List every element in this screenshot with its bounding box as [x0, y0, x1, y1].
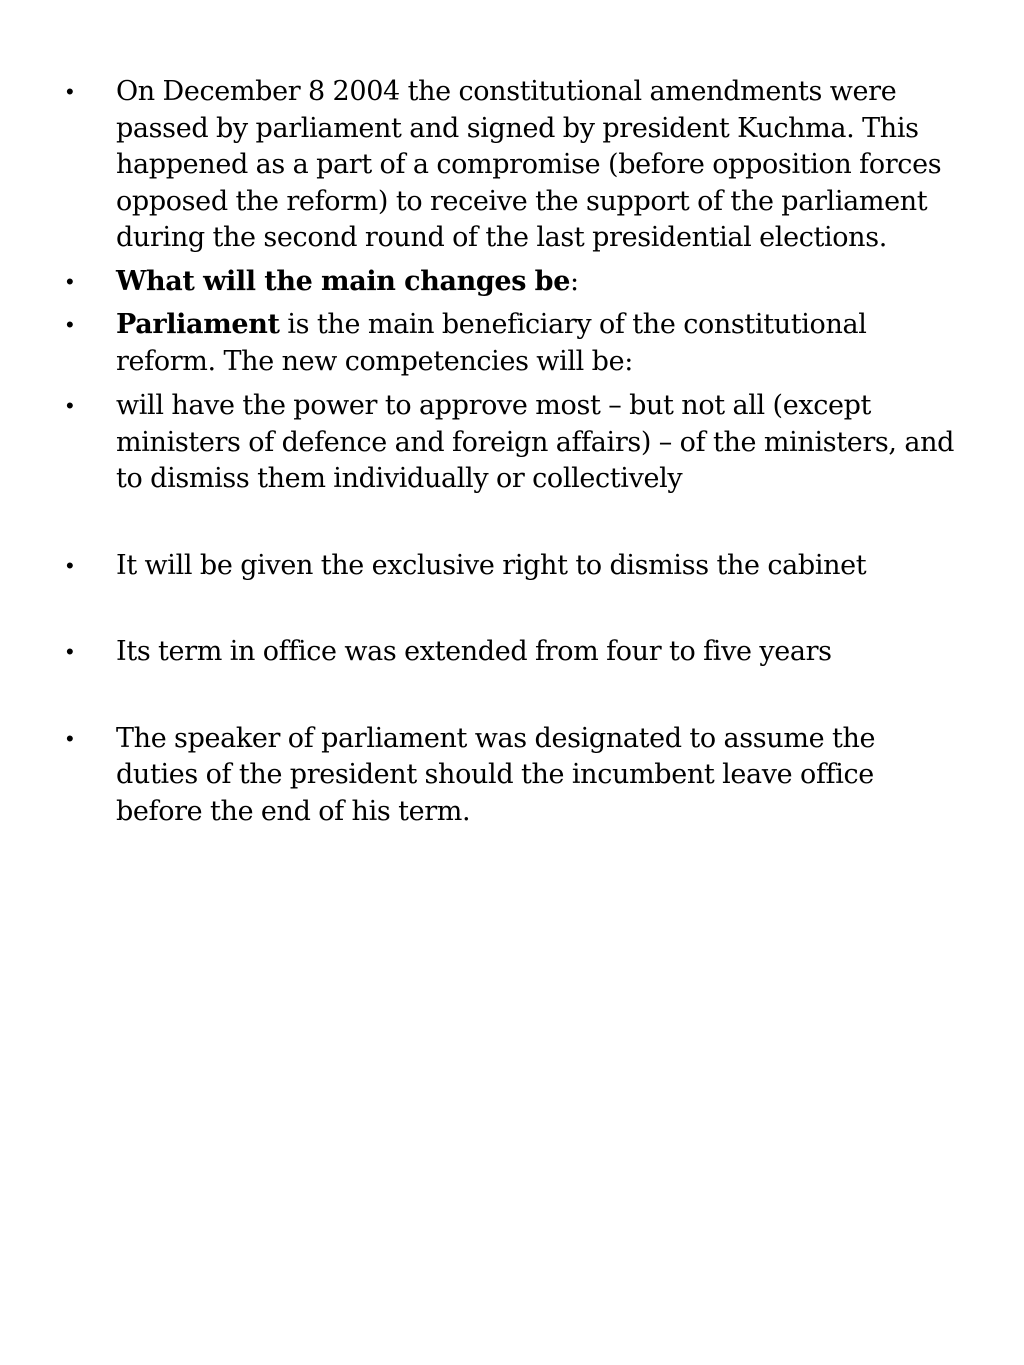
bullet-list — [66, 74, 956, 830]
bullet-text: Its term in office was extended from four to five years — [116, 636, 832, 667]
bullet-icon: • — [66, 393, 74, 418]
bullet-icon: • — [66, 639, 74, 664]
bullet-icon: • — [66, 79, 74, 104]
bullet-text: It will be given the exclusive right to dismiss the cabinet — [116, 549, 867, 581]
list-item — [66, 74, 956, 257]
list-item — [66, 634, 956, 671]
list-item — [66, 548, 956, 585]
bullet-icon: • — [66, 268, 74, 294]
bullet-text: : — [570, 265, 579, 297]
list-item — [66, 721, 956, 831]
bullet-icon: • — [66, 312, 74, 337]
bullet-icon: • — [66, 552, 74, 578]
list-item — [66, 307, 956, 380]
bullet-text: The speaker of parliament was designated to assume the duties of the president should the incumbent leave office before the end of his term. — [116, 722, 876, 827]
bullet-bold-text: What will the main changes be — [116, 265, 571, 297]
bullet-icon: • — [66, 725, 74, 751]
list-item — [66, 388, 956, 498]
bullet-bold-text: Parliament — [116, 309, 280, 340]
bullet-text: is the main beneficiary of the constitutional reform. The new competencies will be: — [116, 309, 867, 377]
list-item — [66, 264, 956, 301]
bullet-text: will have the power to approve most – but not all (except ministers of defence and foreign affairs) – of the ministers, and to dismiss them individually or collectively — [116, 390, 955, 494]
bullet-text: On December 8 2004 the constitutional amendments were passed by parliament and signed by president Kuchma. This happened as a part of a compromise (before opposition forces opposed the reform) to receive the support of the parliament during the second round of the last presidential elections. — [116, 76, 942, 253]
